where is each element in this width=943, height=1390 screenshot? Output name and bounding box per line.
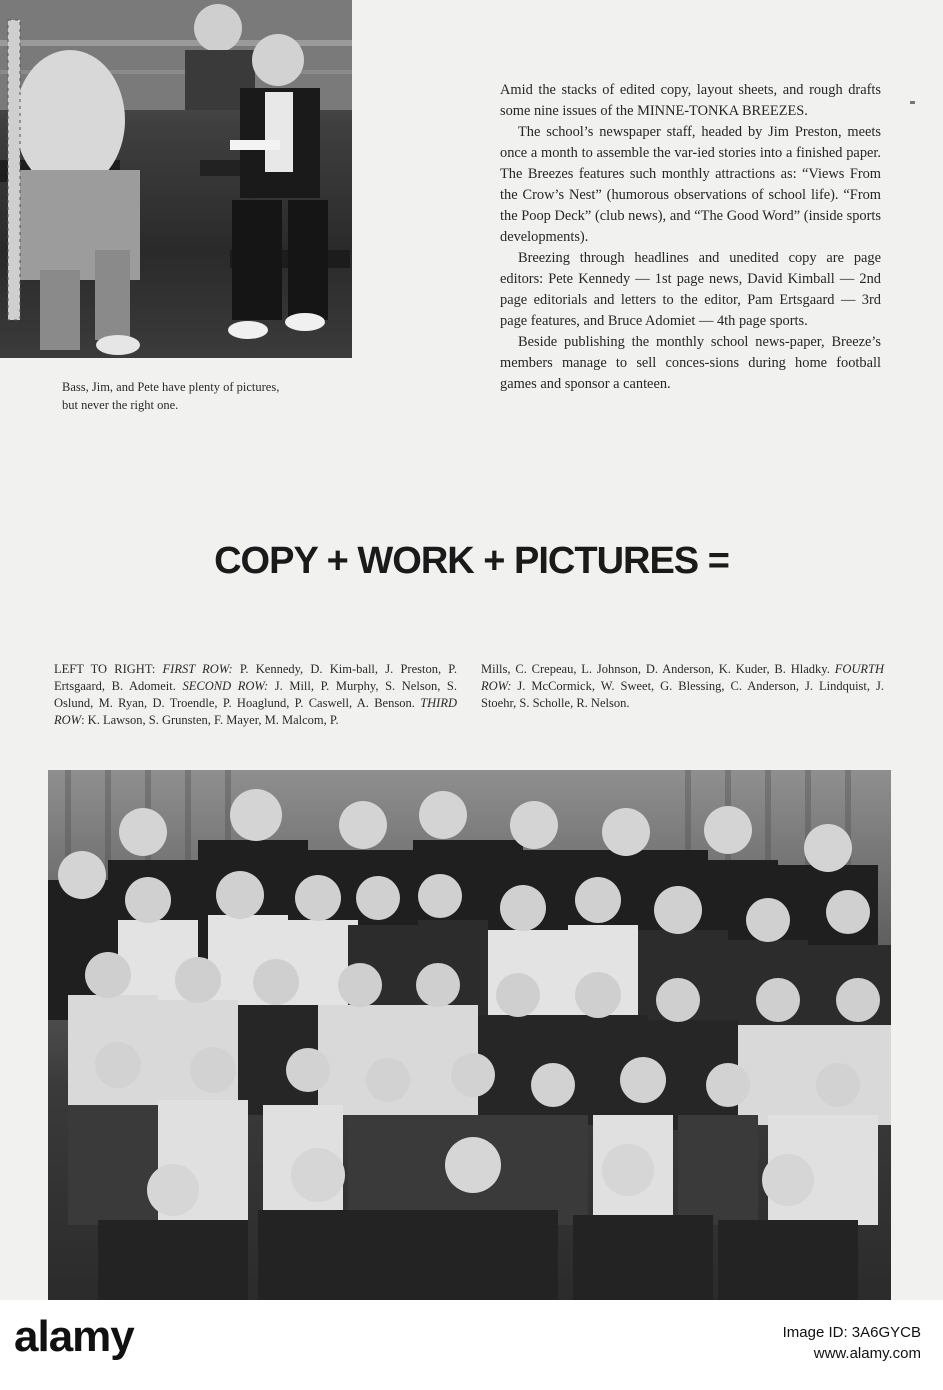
group-photo — [48, 770, 891, 1300]
roster-row3-label: THIRD ROW — [54, 696, 457, 727]
roster-row1-names: P. Kennedy, D. Kim-ball, J. Preston, P. Ertsgaard, B. Adomeit. — [54, 662, 457, 693]
caption-line-2: but never the right one. — [62, 398, 179, 412]
article-paragraph-3: Breezing through headlines and unedited copy are page editors: Pete Kennedy — 1st page news, David Kimball — 2nd page editorials and letters to the editor, Pam Ertsgaard — 3rd page features, and Bruce Adomiet — 4th page sports. — [500, 250, 881, 329]
article-paragraph-1: Amid the stacks of edited copy, layout sheets, and rough drafts some nine issues of the MINNE-TONKA BREEZES. — [500, 82, 881, 119]
group-photo-art — [48, 770, 891, 1300]
top-photo-caption — [62, 378, 362, 414]
stock-image-info — [783, 1322, 921, 1364]
stock-image-id: Image ID: 3A6GYCB — [782, 1324, 921, 1341]
roster-caption-right — [481, 661, 884, 712]
page-headline: COPY + WORK + PICTURES = — [214, 540, 729, 582]
caption-line-1: Bass, Jim, and Pete have plenty of pictures, — [62, 380, 280, 394]
roster-row2-label: SECOND ROW: — [182, 679, 269, 693]
stock-site-link[interactable]: www.alamy.com — [813, 1345, 921, 1362]
article-paragraph-4: Beside publishing the monthly school news-paper, Breeze’s members manage to sell conces-sions during home football games and sponsor a canteen. — [500, 334, 881, 392]
roster-caption-left — [54, 661, 457, 729]
roster-row1-label: FIRST ROW: — [162, 662, 233, 676]
candid-photo-art — [0, 0, 352, 358]
article-column — [500, 80, 881, 395]
article-paragraph-2: The school’s newspaper staff, headed by Jim Preston, meets once a month to assemble the var-ied stories into a finished paper. The Breezes features such monthly attractions as: “Views From the Crow’s Nest” (humorous observations of school life). “From the Poop Deck” (club news), and “The Good Word” (inside sports developments). — [500, 124, 881, 245]
stock-brand-logo: alamy — [14, 1312, 134, 1361]
roster-row4-label: FOURTH ROW: — [481, 662, 884, 693]
roster-row3-names: : K. Lawson, S. Grunsten, F. Mayer, M. Malcom, P. — [81, 713, 339, 727]
candid-photo — [0, 0, 352, 358]
roster-intro: LEFT TO RIGHT: — [54, 662, 163, 676]
roster-row4-names: J. McCormick, W. Sweet, G. Blessing, C. Anderson, J. Lindquist, J. Stoehr, S. Scholle, R. Nelson. — [481, 679, 884, 710]
roster-row3-continued: Mills, C. Crepeau, L. Johnson, D. Anderson, K. Kuder, B. Hladky. — [481, 662, 835, 676]
print-speck — [910, 101, 915, 104]
roster-row2-names: J. Mill, P. Murphy, S. Nelson, S. Oslund, M. Ryan, D. Troendle, P. Hoaglund, P. Caswell, A. Benson. — [54, 679, 457, 710]
